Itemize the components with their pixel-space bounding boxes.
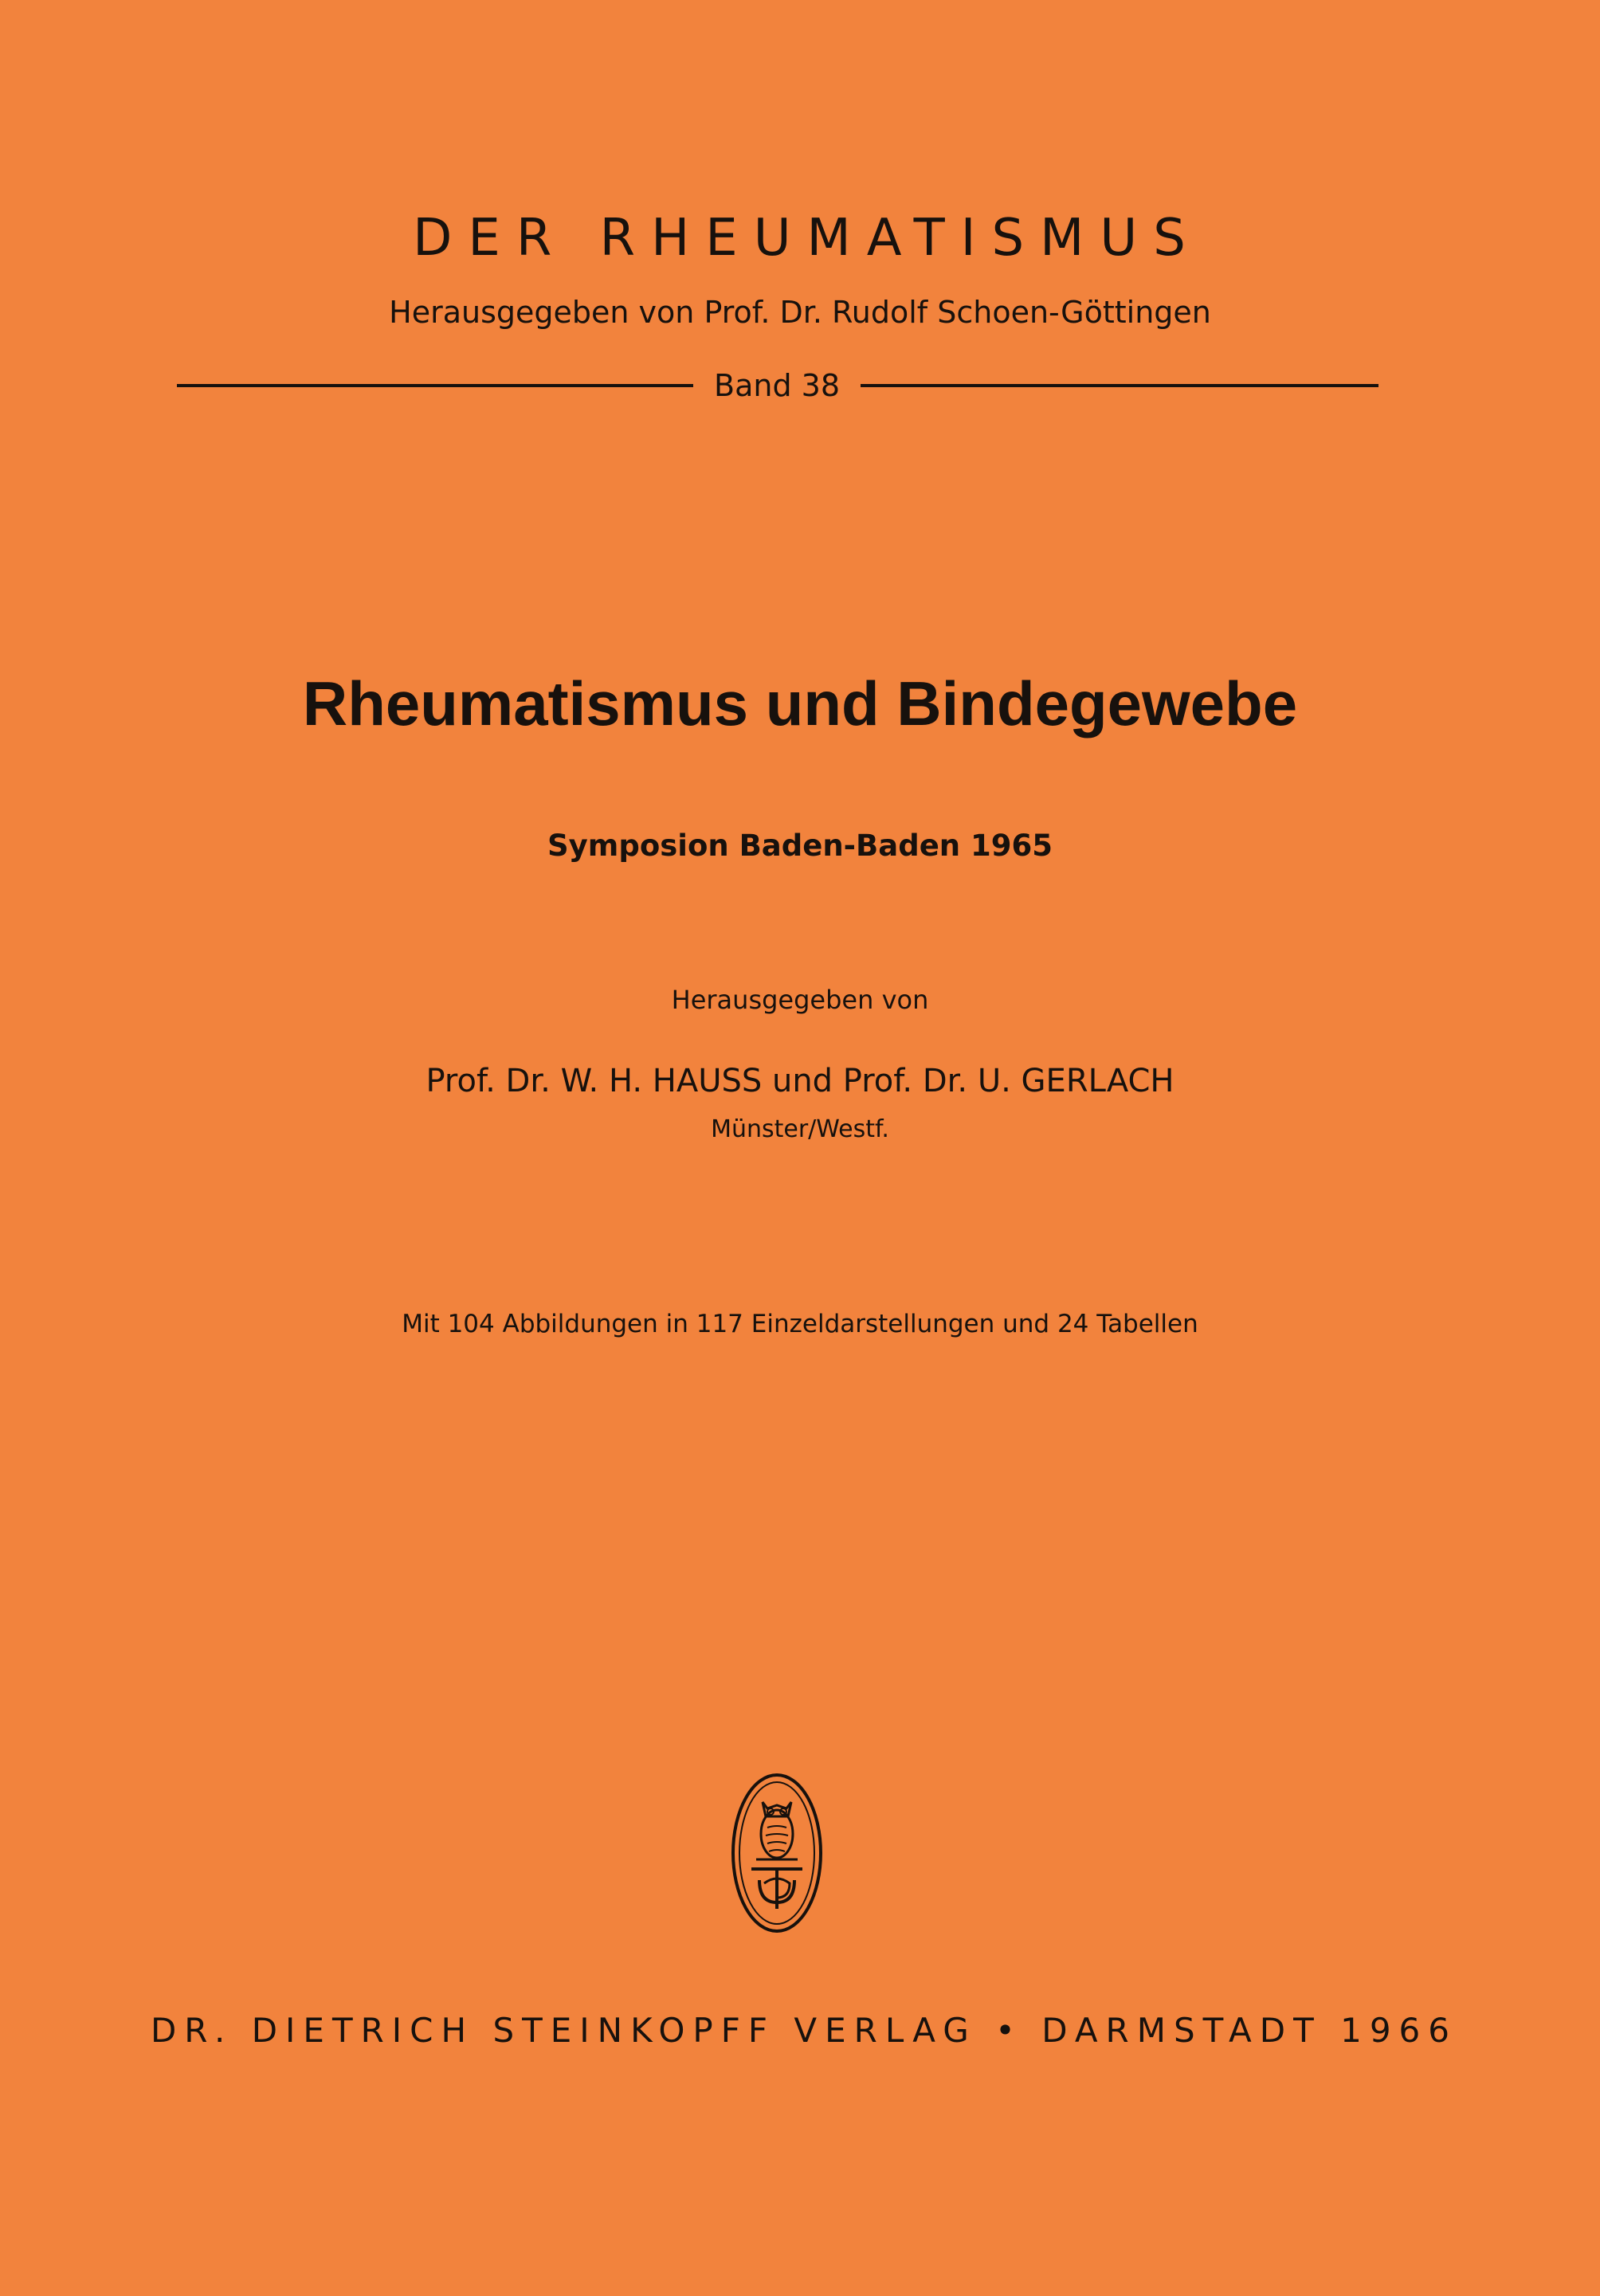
series-title: DER RHEUMATISMUS: [413, 209, 1202, 268]
left-rule-divider: [177, 384, 693, 387]
book-title: Rheumatismus und Bindegewebe: [302, 668, 1298, 739]
owl-emblem-icon: [729, 1772, 825, 1934]
editors-location: Münster/Westf.: [711, 1115, 889, 1143]
illustrations-note: Mit 104 Abbildungen in 117 Einzeldarstellungen und 24 Tabellen: [402, 1310, 1198, 1338]
book-subtitle: Symposion Baden-Baden 1965: [547, 829, 1053, 863]
band-number: Band 38: [714, 368, 840, 403]
edited-by-label: Herausgegeben von: [671, 985, 929, 1015]
right-rule-divider: [861, 384, 1378, 387]
series-editor-line: Herausgegeben von Prof. Dr. Rudolf Schoen-Göttingen: [389, 295, 1211, 330]
band-rule-row: [177, 363, 1378, 408]
editors-names: Prof. Dr. W. H. HAUSS und Prof. Dr. U. GERLACH: [425, 1063, 1175, 1099]
publisher-line: DR. DIETRICH STEINKOPFF VERLAG • DARMSTADT 1966: [150, 2011, 1458, 2050]
